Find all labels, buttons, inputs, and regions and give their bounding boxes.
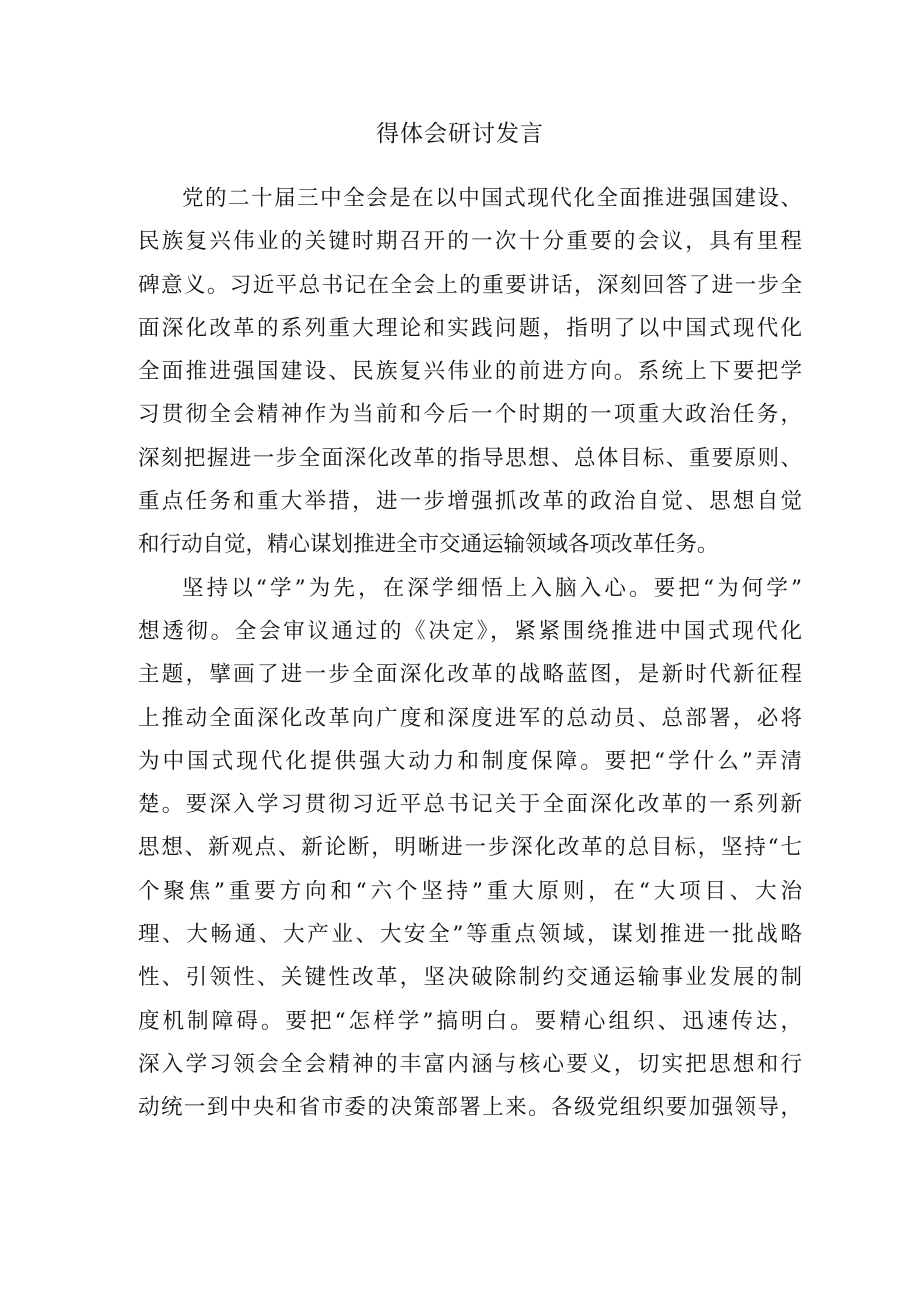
paragraph-line: 习贯彻全会精神作为当前和今后一个时期的一项重大政治任务， [138, 402, 802, 428]
paragraph-line: 碑意义。习近平总书记在全会上的重要讲话，深刻回答了进一步全 [138, 272, 802, 298]
paragraph-line: 主题，擘画了进一步全面深化改革的战略蓝图，是新时代新征程 [138, 662, 802, 688]
paragraph-line: 个聚焦”重要方向和“六个坚持”重大原则，在“大项目、大治 [138, 878, 802, 904]
document-title: 得体会研讨发言 [376, 121, 544, 147]
paragraph-line: 为中国式现代化提供强大动力和制度保障。要把“学什么”弄清 [138, 748, 802, 774]
document-body [138, 177, 802, 1130]
paragraph-line: 性、引领性、关键性改革，坚决破除制约交通运输事业发展的制 [138, 965, 802, 991]
paragraph-2 [138, 567, 802, 1130]
paragraph-line: 动统一到中央和省市委的决策部署上来。各级党组织要加强领导， [138, 1095, 802, 1121]
paragraph-line: 全面推进强国建设、民族复兴伟业的前进方向。系统上下要把学 [138, 359, 802, 385]
paragraph-line: 深入学习领会全会精神的丰富内涵与核心要义，切实把思想和行 [138, 1051, 802, 1077]
paragraph-line: 和行动自觉，精心谋划推进全市交通运输领域各项改革任务。 [138, 532, 719, 558]
paragraph-line: 楚。要深入学习贯彻习近平总书记关于全面深化改革的一系列新 [138, 792, 802, 818]
paragraph-line: 深刻把握进一步全面深化改革的指导思想、总体目标、重要原则、 [138, 445, 802, 471]
paragraph-line: 民族复兴伟业的关键时期召开的一次十分重要的会议，具有里程 [138, 229, 802, 255]
paragraph-line: 坚持以“学”为先，在深学细悟上入脑入心。要把“为何学” [182, 575, 802, 601]
paragraph-line: 思想、新观点、新论断，明晰进一步深化改革的总目标，坚持“七 [138, 835, 802, 861]
paragraph-line: 度机制障碍。要把“怎样学”搞明白。要精心组织、迅速传达， [138, 1008, 802, 1034]
paragraph-line: 党的二十届三中全会是在以中国式现代化全面推进强国建设、 [182, 186, 802, 211]
paragraph-1 [138, 177, 802, 567]
paragraph-line: 面深化改革的系列重大理论和实践问题，指明了以中国式现代化 [138, 315, 802, 341]
paragraph-line: 想透彻。全会审议通过的《决定》，紧紧围绕推进中国式现代化 [138, 618, 802, 644]
paragraph-line: 上推动全面深化改革向广度和深度进军的总动员、总部署，必将 [138, 705, 802, 731]
paragraph-line: 重点任务和重大举措，进一步增强抓改革的政治自觉、思想自觉 [138, 489, 802, 515]
paragraph-line: 理、大畅通、大产业、大安全”等重点领域，谋划推进一批战略 [138, 922, 802, 948]
